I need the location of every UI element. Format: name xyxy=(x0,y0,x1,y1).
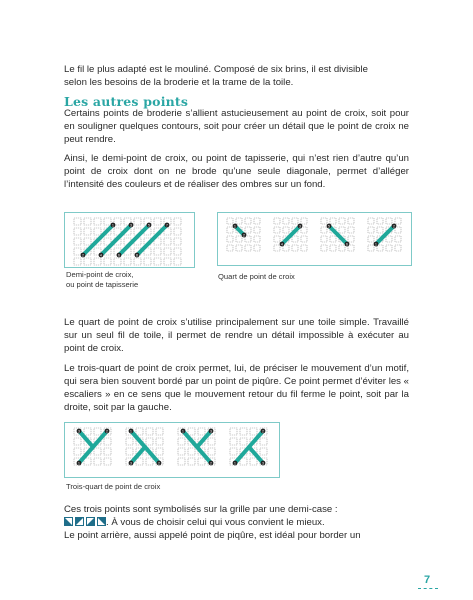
stitch-line xyxy=(376,226,394,244)
needle-point-number: 3 xyxy=(130,461,132,466)
needle-point-number: 3 xyxy=(299,224,301,229)
needle-point-number: 1 xyxy=(130,429,132,434)
half-cell-symbol-4 xyxy=(97,517,106,526)
needle-point-number: 1 xyxy=(78,461,80,466)
paragraph-trois-quart: Le trois-quart de point de croix permet, lui, de préciser le mouvement d’un motif, qui sera bien souvent bordé par un point de piqûre. Ce point permet d’éviter les « escaliers » en ce sens que le mouvement retour du fil ferme le point, soit par la droite, soit par la gauche. xyxy=(64,363,409,413)
needle-point-number: 2 xyxy=(82,253,84,258)
needle-point-number: 2 xyxy=(243,233,245,238)
caption-demi-point-line-2: ou point de tapisserie xyxy=(66,280,139,289)
needle-point-number: 3 xyxy=(210,429,212,434)
intro-line-1: Le fil le plus adapté est le mouliné. Composé de six brins, il est divisible xyxy=(64,64,368,75)
half-cell-symbols xyxy=(64,517,106,526)
half-cell-symbol-3 xyxy=(86,517,95,526)
caption-demi-point xyxy=(66,270,138,290)
stitch-line xyxy=(137,225,167,255)
needle-point-number: 3 xyxy=(262,461,264,466)
stitch-line xyxy=(197,431,211,447)
quart-point-diagram xyxy=(218,213,411,265)
symbols-sentence-end: . À vous de choisir celui qui vous convient le mieux. xyxy=(106,516,325,528)
paragraph-points-intro: Certains points de broderie s’allient astucieusement au point de croix, soit pour en souligner quelques contours, soit pour créer un détail que le point de croix ne peut rendre. xyxy=(64,108,409,145)
needle-point-number: 4 xyxy=(100,253,102,258)
stitch-line xyxy=(101,225,131,255)
needle-point-number: 7 xyxy=(166,223,168,228)
half-cell-symbol-1 xyxy=(64,517,73,526)
page-number-rule xyxy=(418,588,438,591)
needle-point-number: 1 xyxy=(182,429,184,434)
needle-point-number: 6 xyxy=(346,242,348,247)
needle-point-number: 3 xyxy=(130,223,132,228)
paragraph-demi-point: Ainsi, le demi-point de croix, ou point de tapisserie, qui n’est rien d’autre qu’un point de croix dont on ne brode qu’une seule diagonale, permet d’alléger l’intensité des couleurs et de réaliser des ombres sur un fond. xyxy=(64,153,409,190)
section-title: Les autres points xyxy=(64,94,189,109)
needle-point-number: 1 xyxy=(234,224,236,229)
needle-point-number: 4 xyxy=(281,242,283,247)
trois-quart-point-diagram xyxy=(65,423,279,477)
half-cell-symbol-2 xyxy=(75,517,84,526)
paragraph-point-arriere: Le point arrière, aussi appelé point de piqûre, est idéal pour border un xyxy=(64,530,361,541)
figure-quart-point xyxy=(217,212,412,266)
figure-demi-point xyxy=(64,212,195,268)
needle-point-number: 5 xyxy=(148,223,150,228)
demi-point-diagram xyxy=(65,213,194,267)
needle-point-number: 2 xyxy=(158,461,160,466)
needle-point-number: 6 xyxy=(118,253,120,258)
needle-point-number: 2 xyxy=(262,429,264,434)
needle-point-number: 2 xyxy=(210,461,212,466)
needle-point-number: 2 xyxy=(106,429,108,434)
stitch-line xyxy=(83,225,113,255)
caption-trois-quart-point: Trois-quart de point de croix xyxy=(66,482,161,491)
page-number: 7 xyxy=(424,574,431,586)
needle-point-number: 8 xyxy=(136,253,138,258)
intro-line-2: selon les besoins de la broderie et la trame de la toile. xyxy=(64,77,294,88)
needle-point-number: 3 xyxy=(78,429,80,434)
needle-point-number: 5 xyxy=(328,224,330,229)
needle-point-number: 1 xyxy=(112,223,114,228)
paragraph-symbols xyxy=(64,504,409,530)
needle-point-number: 1 xyxy=(234,461,236,466)
paragraph-quart-point: Le quart de point de croix s’utilise principalement sur une toile simple. Travaillé sur un seul fil de toile, il permet de rendre un détail impossible à exécuter au point de croix. xyxy=(64,317,409,354)
caption-quart-point: Quart de point de croix xyxy=(218,272,295,281)
figure-trois-quart-point xyxy=(64,422,280,478)
needle-point-number: 2 xyxy=(393,224,395,229)
needle-point-number: 1 xyxy=(375,242,377,247)
symbols-sentence-start: Ces trois points sont symbolisés sur la grille par une demi-case : xyxy=(64,504,338,515)
caption-demi-point-line-1: Demi-point de croix, xyxy=(66,270,134,279)
